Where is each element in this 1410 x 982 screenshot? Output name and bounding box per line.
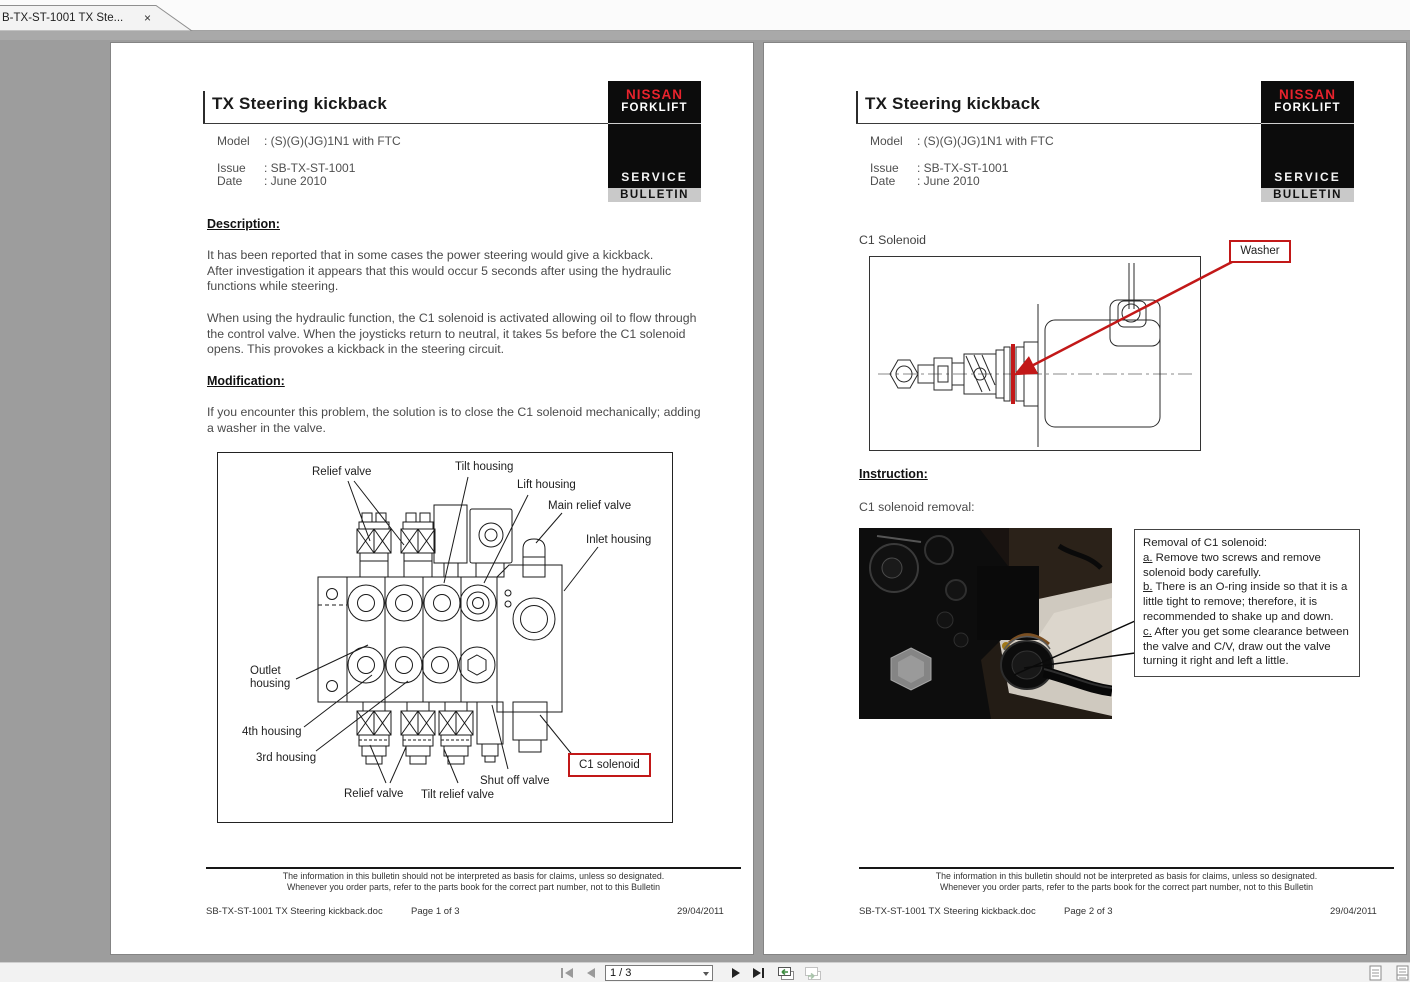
model-field: Model : (S)(G)(JG)1N1 with FTC xyxy=(217,134,401,148)
viewport-top-strip xyxy=(0,31,1410,40)
label-3rd-housing: 3rd housing xyxy=(256,752,317,764)
footer-page-number: Page 2 of 3 xyxy=(1064,906,1113,917)
label-4th-housing: 4th housing xyxy=(242,726,302,738)
label-main-relief-valve: Main relief valve xyxy=(548,500,632,512)
label-tilt-relief-valve: Tilt relief valve xyxy=(421,789,495,801)
bulletin-title: TX Steering kickback xyxy=(212,94,388,113)
tab-close-icon[interactable]: × xyxy=(144,11,152,25)
description-heading: Description: xyxy=(207,217,280,231)
tab-title: B-TX-ST-1001 TX Ste... xyxy=(2,12,124,24)
modification-heading: Modification: xyxy=(207,374,285,388)
first-page-icon xyxy=(560,967,574,979)
next-view-icon xyxy=(804,966,822,981)
single-page-view-icon xyxy=(1369,965,1382,981)
status-bar xyxy=(0,962,1410,982)
document-tab[interactable] xyxy=(0,5,196,31)
title-accent-bar xyxy=(203,91,205,123)
footer-date: 29/04/2011 xyxy=(677,906,724,917)
chevron-down-icon[interactable] xyxy=(703,972,709,976)
photo-artwork xyxy=(859,528,1112,719)
previous-view-icon xyxy=(777,966,795,981)
washer-label-box: Washer xyxy=(1229,240,1291,263)
continuous-view-icon xyxy=(1396,965,1409,981)
bulletin-title: TX Steering kickback xyxy=(865,94,1041,113)
next-page-button[interactable] xyxy=(727,966,745,980)
modification-paragraph: If you encounter this problem, the solution is to close the C1 solenoid mechanically; adding a washer in the valve. xyxy=(207,405,701,435)
footer-page-number: Page 1 of 3 xyxy=(411,906,460,917)
callout-step-c: c. After you get some clearance between the valve and C/V, draw out the valve turning it right and left a little. xyxy=(1143,625,1349,668)
callout-step-a: a. Remove two screws and remove solenoid body carefully. xyxy=(1143,551,1321,579)
page-number-combobox[interactable] xyxy=(605,965,713,981)
first-page-button[interactable] xyxy=(558,966,576,980)
service-bulletin-bar: BULLETIN xyxy=(608,188,701,202)
date-field: Date : June 2010 xyxy=(217,174,327,188)
removal-intro: C1 solenoid removal: xyxy=(859,500,975,514)
footer-rule xyxy=(859,867,1394,869)
footer-notice-2: Whenever you order parts, refer to the parts book for the correct part number, not to this Bulletin xyxy=(939,882,1314,892)
solenoid-cross-section-drawing xyxy=(870,257,1200,450)
nissan-forklift-logo: NISSAN FORKLIFT SERVICE xyxy=(1261,81,1354,188)
washer-highlight xyxy=(1011,344,1015,404)
last-page-icon xyxy=(752,967,766,979)
footer-date: 29/04/2011 xyxy=(1330,906,1377,917)
next-page-icon xyxy=(730,967,742,979)
control-valve-diagram xyxy=(217,452,673,823)
footer-rule xyxy=(206,867,741,869)
removal-steps-callout xyxy=(1134,529,1360,677)
page-1 xyxy=(110,42,754,955)
callout-title: Removal of C1 solenoid: xyxy=(1143,537,1268,549)
header-rule xyxy=(856,123,1261,124)
footer-notice-1: The information in this bulletin should not be interpreted as basis for claims, unless so designated. xyxy=(935,871,1318,881)
model-field: Model : (S)(G)(JG)1N1 with FTC xyxy=(870,134,1054,148)
document-viewport xyxy=(0,31,1410,962)
date-field: Date : June 2010 xyxy=(870,174,980,188)
issue-field: Issue : SB-TX-ST-1001 xyxy=(870,161,1009,175)
callout-step-b: b. There is an O-ring inside so that it is a little tight to remove; therefore, it is recommended to shake up and down. xyxy=(1143,581,1348,623)
header-rule xyxy=(203,123,608,124)
last-page-button[interactable] xyxy=(750,966,768,980)
page-2 xyxy=(763,42,1407,955)
description-paragraph-2: When using the hydraulic function, the C1 solenoid is activated allowing oil to flow through the control valve. When the joysticks return to neutral, it takes 5s before the C1 solenoid opens. This provokes a kickback in the steering circuit. xyxy=(207,311,697,357)
tab-bar xyxy=(0,0,1410,31)
footer-notice-2: Whenever you order parts, refer to the parts book for the correct part number, not to this Bulletin xyxy=(286,882,661,892)
continuous-view-button[interactable] xyxy=(1393,966,1410,980)
instruction-heading: Instruction: xyxy=(859,467,928,481)
footer-filename: SB-TX-ST-1001 TX Steering kickback.doc xyxy=(859,906,1036,917)
previous-page-button[interactable] xyxy=(582,966,600,980)
service-bulletin-bar: BULLETIN xyxy=(1261,188,1354,202)
footer-notice-1: The information in this bulletin should not be interpreted as basis for claims, unless so designated. xyxy=(282,871,665,881)
next-view-button[interactable] xyxy=(803,966,823,980)
label-lift-housing: Lift housing xyxy=(517,479,576,491)
page-number-input[interactable] xyxy=(606,966,700,980)
issue-field: Issue : SB-TX-ST-1001 xyxy=(217,161,356,175)
c1-solenoid-section-label: C1 Solenoid xyxy=(859,233,926,247)
previous-view-button[interactable] xyxy=(776,966,796,980)
title-accent-bar xyxy=(856,91,858,123)
label-outlet-housing: Outlet housing xyxy=(250,665,291,690)
single-page-view-button[interactable] xyxy=(1366,966,1384,980)
footer-filename: SB-TX-ST-1001 TX Steering kickback.doc xyxy=(206,906,383,917)
label-c1-solenoid-box: C1 solenoid xyxy=(568,753,651,777)
label-shut-off-valve: Shut off valve xyxy=(480,775,550,787)
label-inlet-housing: Inlet housing xyxy=(586,534,652,546)
previous-page-icon xyxy=(585,967,597,979)
photo-c1-solenoid-removal xyxy=(859,528,1112,719)
label-relief-valve-top: Relief valve xyxy=(312,466,372,478)
label-tilt-housing: Tilt housing xyxy=(455,461,514,473)
c1-solenoid-figure xyxy=(869,256,1201,451)
description-paragraph-1: It has been reported that in some cases the power steering would give a kickback. After investigation it appears that this would occur 5 seconds after using the hydraulic functions while steering. xyxy=(207,248,672,294)
label-relief-valve-bottom: Relief valve xyxy=(344,788,404,800)
nissan-forklift-logo: NISSAN FORKLIFT SERVICE xyxy=(608,81,701,188)
